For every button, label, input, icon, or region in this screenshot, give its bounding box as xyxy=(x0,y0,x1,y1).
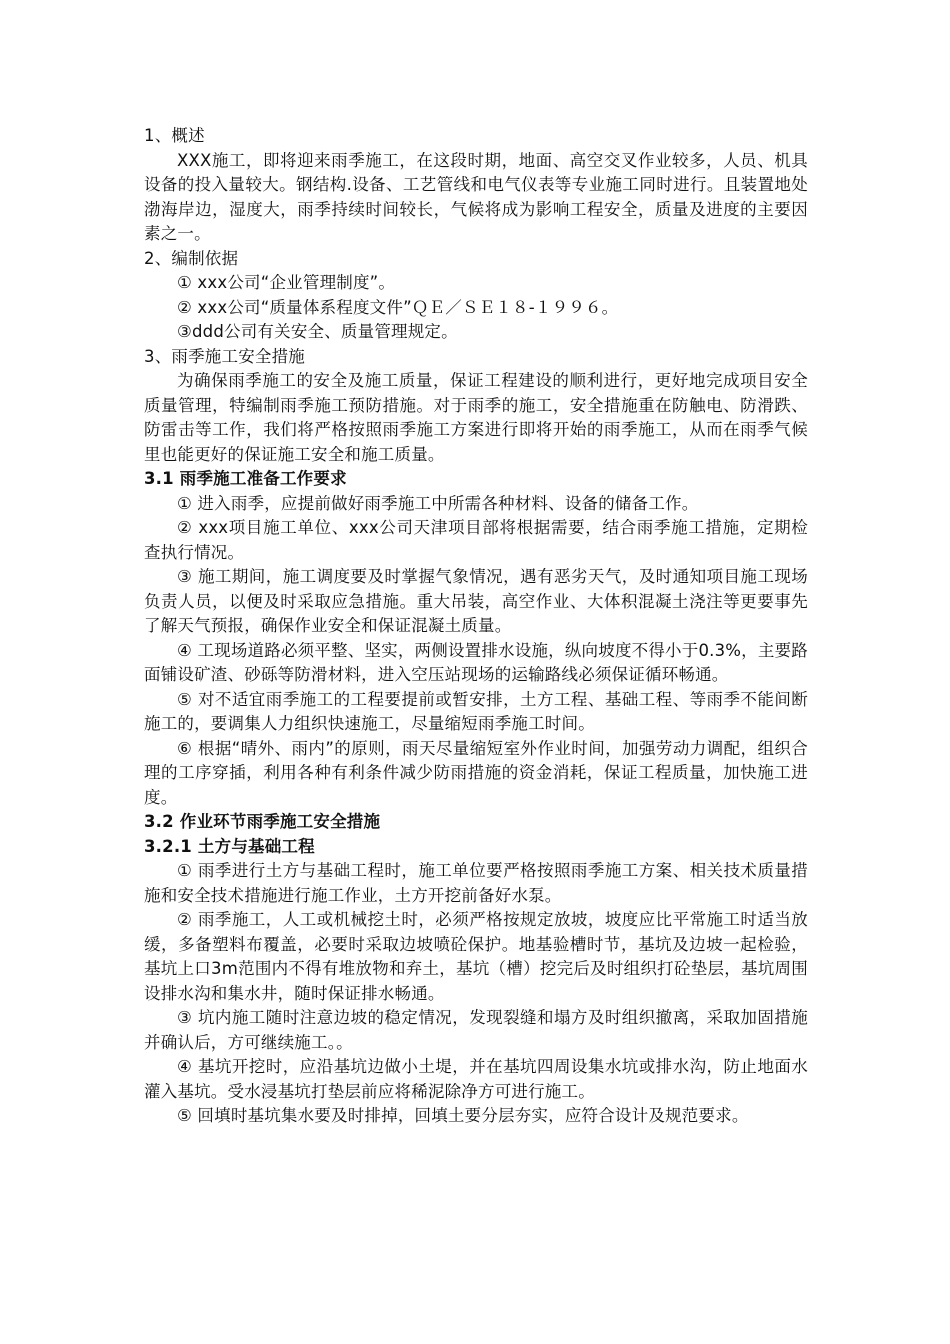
section-2-item: ③ddd公司有关安全、质量管理规定。 xyxy=(177,322,458,341)
section-2-item: ① xxx公司“企业管理制度”。 xyxy=(177,273,396,292)
section-3-1-paragraph: ② xxx项目施工单位、xxx公司天津项目部将根据需要，结合雨季施工措施，定期检查执行情况。 xyxy=(144,518,808,562)
section-3-1-paragraph: ⑥ 根据“晴外、雨内”的原则，雨天尽量缩短室外作业时间，加强劳动力调配，组织合理的工序穿插，利用各种有利条件减少防雨措施的资金消耗，保证工程质量，加快施工进度。 xyxy=(144,738,808,807)
section-3-paragraph: 为确保雨季施工的安全及施工质量，保证工程建设的顺利进行，更好地完成项目安全质量管理，特编制雨季施工预防措施。对于雨季的施工，安全措施重在防触电、防滑跌、防雷击等工作，我们将严格按照雨季施工方案进行即将开始的雨季施工，从而在雨季气候里也能更好的保证施工安全和施工质量。 xyxy=(144,371,808,464)
section-3-2-heading: 3.2 作业环节雨季施工安全措施 xyxy=(144,812,381,831)
section-3-2-1-paragraph: ⑤ 回填时基坑集水要及时排掉，回填土要分层夯实，应符合设计及规范要求。 xyxy=(177,1106,749,1125)
section-3-1-heading: 3.1 雨季施工准备工作要求 xyxy=(144,469,347,488)
section-3-1-paragraph: ① 进入雨季，应提前做好雨季施工中所需各种材料、设备的储备工作。 xyxy=(177,493,699,513)
section-3-heading: 3、雨季施工安全措施 xyxy=(144,346,305,366)
section-3-1-paragraph: ⑤ 对不适宜雨季施工的工程要提前或暂安排，土方工程、基础工程、等雨季不能间断施工的，要调集人力组织快速施工，尽量缩短雨季施工时间。 xyxy=(144,689,808,733)
section-1-heading: 1、概述 xyxy=(144,126,205,145)
section-3-2-1-paragraph: ② 雨季施工，人工或机械挖土时，必须严格按规定放坡，坡度应比平常施工时适当放缓，多备塑料布覆盖，必要时采取边坡喷砼保护。地基验槽时节，基坑及边坡一起检验，基坑上口3m范围内不得有堆放物和弃土，基坑（槽）挖完后及时组织打砼垫层，基坑周围设排水沟和集水井，随时保证排水畅通。 xyxy=(144,910,808,1003)
section-2-item: ② xxx公司“质量体系程度文件”ＱＥ／ＳＥ１８-１９９６。 xyxy=(177,297,619,317)
section-1-paragraph: XXX施工，即将迎来雨季施工，在这段时期，地面、高空交叉作业较多，人员、机具设备的投入量较大。钢结构.设备、工艺管线和电气仪表等专业施工同时进行。且装置地处渤海岸边，湿度大，雨季持续时间较长，气候将成为影响工程安全，质量及进度的主要因素之一。 xyxy=(144,150,808,243)
section-3-1-paragraph: ③ 施工期间，施工调度要及时掌握气象情况，遇有恶劣天气，及时通知项目施工现场负责人员，以便及时采取应急措施。重大吊装，高空作业、大体积混凝土浇注等更要事先了解天气预报，确保作业安全和保证混凝土质量。 xyxy=(144,567,808,635)
section-2-heading: 2、编制依据 xyxy=(144,248,239,268)
section-3-2-1-heading: 3.2.1 土方与基础工程 xyxy=(144,836,315,856)
section-3-2-1-paragraph: ④ 基坑开挖时，应沿基坑边做小土堤，并在基坑四周设集水坑或排水沟，防止地面水灌入基坑。受水浸基坑打垫层前应将稀泥除净方可进行施工。 xyxy=(144,1057,808,1101)
section-3-2-1-paragraph: ① 雨季进行土方与基础工程时，施工单位要严格按照雨季施工方案、相关技术质量措施和安全技术措施进行施工作业，土方开挖前备好水泵。 xyxy=(144,861,808,905)
section-3-2-1-paragraph: ③ 坑内施工随时注意边坡的稳定情况，发现裂缝和塌方及时组织撤离，采取加固措施并确认后，方可继续施工。。 xyxy=(144,1008,808,1052)
document-page xyxy=(144,124,808,1129)
section-3-1-paragraph: ④ 工现场道路必须平整、坚实，两侧设置排水设施，纵向坡度不得小于0.3%，主要路面铺设矿渣、砂砾等防滑材料，进入空压站现场的运输路线必须保证循环畅通。 xyxy=(144,640,808,684)
